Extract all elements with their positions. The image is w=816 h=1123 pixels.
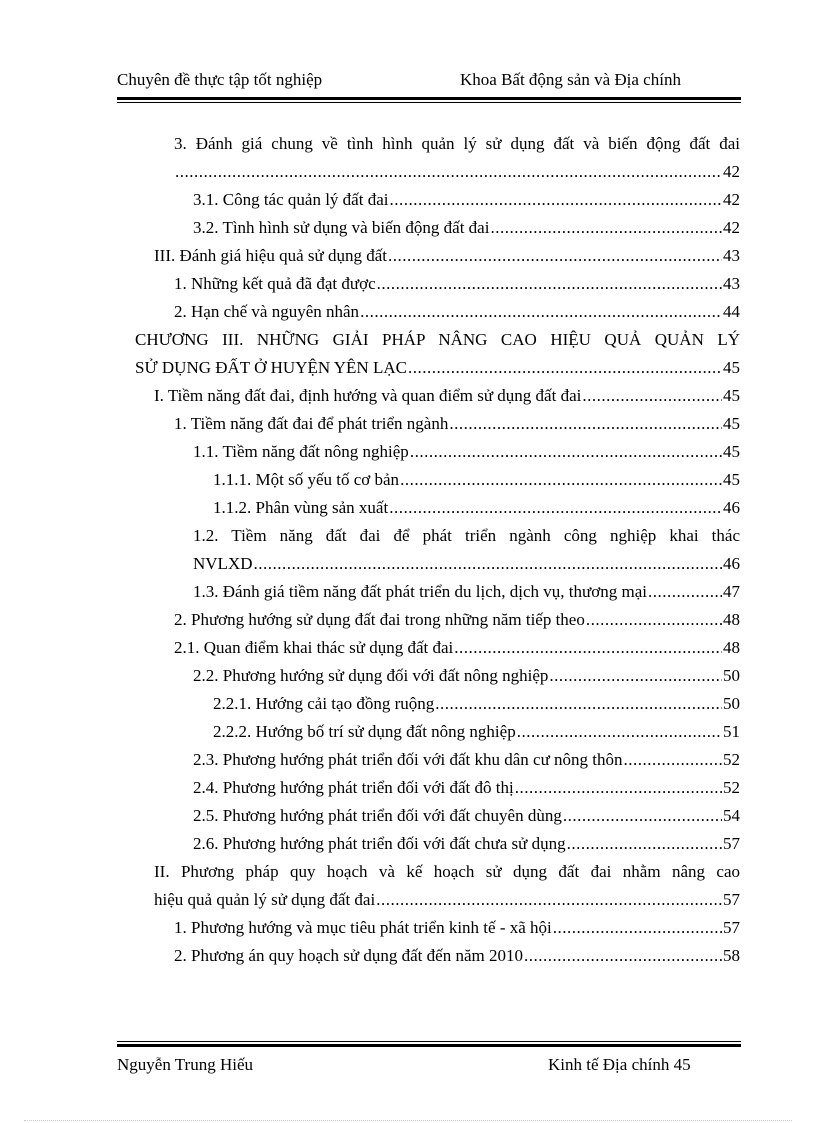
toc-entry-3-2: 3.2. Tình hình sử dụng và biến động đất đai ..... 42	[193, 215, 740, 241]
toc-entry-1-3: 1.3. Đánh giá tiềm năng đất phát triển du lịch, dịch vụ, thương mại ..... 47	[193, 579, 740, 605]
toc-entry-1-1: 1.1. Tiềm năng đất nông nghiệp ..... 45	[193, 439, 740, 465]
toc-page-number: 46	[723, 554, 740, 573]
toc-entry-2-1: 2.1. Quan điểm khai thác sử dụng đất đai ..... 48	[174, 635, 740, 661]
toc-page-number: 42	[723, 190, 740, 209]
footer-author: Nguyễn Trung Hiếu	[117, 1055, 254, 1074]
toc-page-number: 45	[723, 358, 740, 377]
toc-page-number: 48	[723, 638, 740, 657]
toc-entry-II-2: 2. Phương án quy hoạch sử dụng đất đến năm 2010 ..... 58	[174, 943, 740, 969]
toc-entry-1-2-wrap: 1.2. Tiềm năng đất đai để phát triển ngành công nghiệp khai thác	[193, 526, 740, 545]
toc-entry-III: III. Đánh giá hiệu quả sử dụng đất ..... 43	[154, 243, 740, 269]
toc-entry-III-2: 2. Hạn chế và nguyên nhân ..... 44	[174, 299, 740, 325]
toc-entry-2-3: 2.3. Phương hướng phát triển đối với đất khu dân cư nông thôn ..... 52	[193, 747, 740, 773]
header-rule-thick	[117, 97, 741, 100]
toc-entry-I-1: 1. Tiềm năng đất đai để phát triển ngành ..... 45	[174, 411, 740, 437]
toc-page-number: 45	[723, 442, 740, 461]
toc-page-number: 57	[723, 834, 740, 853]
toc-entry-3-1: 3.1. Công tác quản lý đất đai ..... 42	[193, 187, 740, 213]
toc-entry-2-5: 2.5. Phương hướng phát triển đối với đất chuyên dùng ..... 54	[193, 803, 740, 829]
toc-entry-2-4: 2.4. Phương hướng phát triển đối với đất đô thị ..... 52	[193, 775, 740, 801]
toc-page-number: 48	[723, 610, 740, 629]
toc-page-number: 50	[723, 694, 740, 713]
footer-page-label: Kinh tế Địa chính 45	[548, 1055, 691, 1074]
toc-page-number: 43	[723, 274, 740, 293]
toc-entry-2-6: 2.6. Phương hướng phát triển đối với đất chưa sử dụng ..... 57	[193, 831, 740, 857]
toc-page-number: 58	[723, 946, 740, 965]
toc-entry-I-2: 2. Phương hướng sử dụng đất đai trong những năm tiếp theo ..... 48	[174, 607, 740, 633]
toc-entry-II-wrap: II. Phương pháp quy hoạch và kế hoạch sử dụng đất đai nhằm nâng cao	[154, 862, 740, 881]
header-document-title: Chuyên đề thực tập tốt nghiệp	[117, 70, 323, 89]
toc-page-number: 57	[723, 918, 740, 937]
toc-page-number: 46	[723, 498, 740, 517]
toc-entry-3-wrap: 3. Đánh giá chung về tình hình quản lý sử dụng đất và biến động đất đai	[174, 134, 740, 153]
toc-page-number: 43	[723, 246, 740, 265]
header-faculty: Khoa Bất động sản và Địa chính	[460, 70, 681, 89]
header-rule-thin	[117, 102, 741, 103]
toc-page-number: 47	[723, 582, 740, 601]
toc-chapter-3-wrap: CHƯƠNG III. NHỮNG GIẢI PHÁP NÂNG CAO HIỆU QUẢ QUẢN LÝ	[135, 330, 740, 349]
toc-page-number: 42	[723, 162, 740, 181]
toc-page-number: 44	[723, 302, 740, 321]
page-edge-divider	[24, 1120, 792, 1121]
toc-page-number: 45	[723, 414, 740, 433]
toc-page-number: 45	[723, 470, 740, 489]
footer-rule-thick	[117, 1044, 741, 1047]
toc-page-number: 45	[723, 386, 740, 405]
footer-rule-thin	[117, 1041, 741, 1042]
toc-entry-3	[174, 159, 740, 185]
toc-page-number: 52	[723, 750, 740, 769]
toc-entry-II-1: 1. Phương hướng và mục tiêu phát triển kinh tế - xã hội ..... 57	[174, 915, 740, 941]
toc-page-number: 42	[723, 218, 740, 237]
toc-chapter-3: SỬ DỤNG ĐẤT Ở HUYỆN YÊN LẠC ..... 45	[135, 355, 740, 381]
toc-entry-I: I. Tiềm năng đất đai, định hướng và quan điểm sử dụng đất đai ..... 45	[154, 383, 740, 409]
toc-page-number: 54	[723, 806, 740, 825]
toc-entry-1-2: NVLXD ..... 46	[193, 551, 740, 577]
toc-page-number: 50	[723, 666, 740, 685]
toc-page-number: 52	[723, 778, 740, 797]
toc-entry-1-1-2: 1.1.2. Phân vùng sản xuất ..... 46	[213, 495, 740, 521]
toc-entry-II: hiệu quả quản lý sử dụng đất đai ..... 57	[154, 887, 740, 913]
toc-page-number: 57	[723, 890, 740, 909]
toc-entry-1-1-1: 1.1.1. Một số yếu tố cơ bản ..... 45	[213, 467, 740, 493]
toc-entry-2-2: 2.2. Phương hướng sử dụng đối với đất nông nghiệp ..... 50	[193, 663, 740, 689]
toc-entry-2-2-1: 2.2.1. Hướng cải tạo đồng ruộng ..... 50	[213, 691, 740, 717]
toc-page-number: 51	[723, 722, 740, 741]
toc-entry-III-1: 1. Những kết quả đã đạt được ..... 43	[174, 271, 740, 297]
toc-entry-2-2-2: 2.2.2. Hướng bố trí sử dụng đất nông nghiệp ..... 51	[213, 719, 740, 745]
